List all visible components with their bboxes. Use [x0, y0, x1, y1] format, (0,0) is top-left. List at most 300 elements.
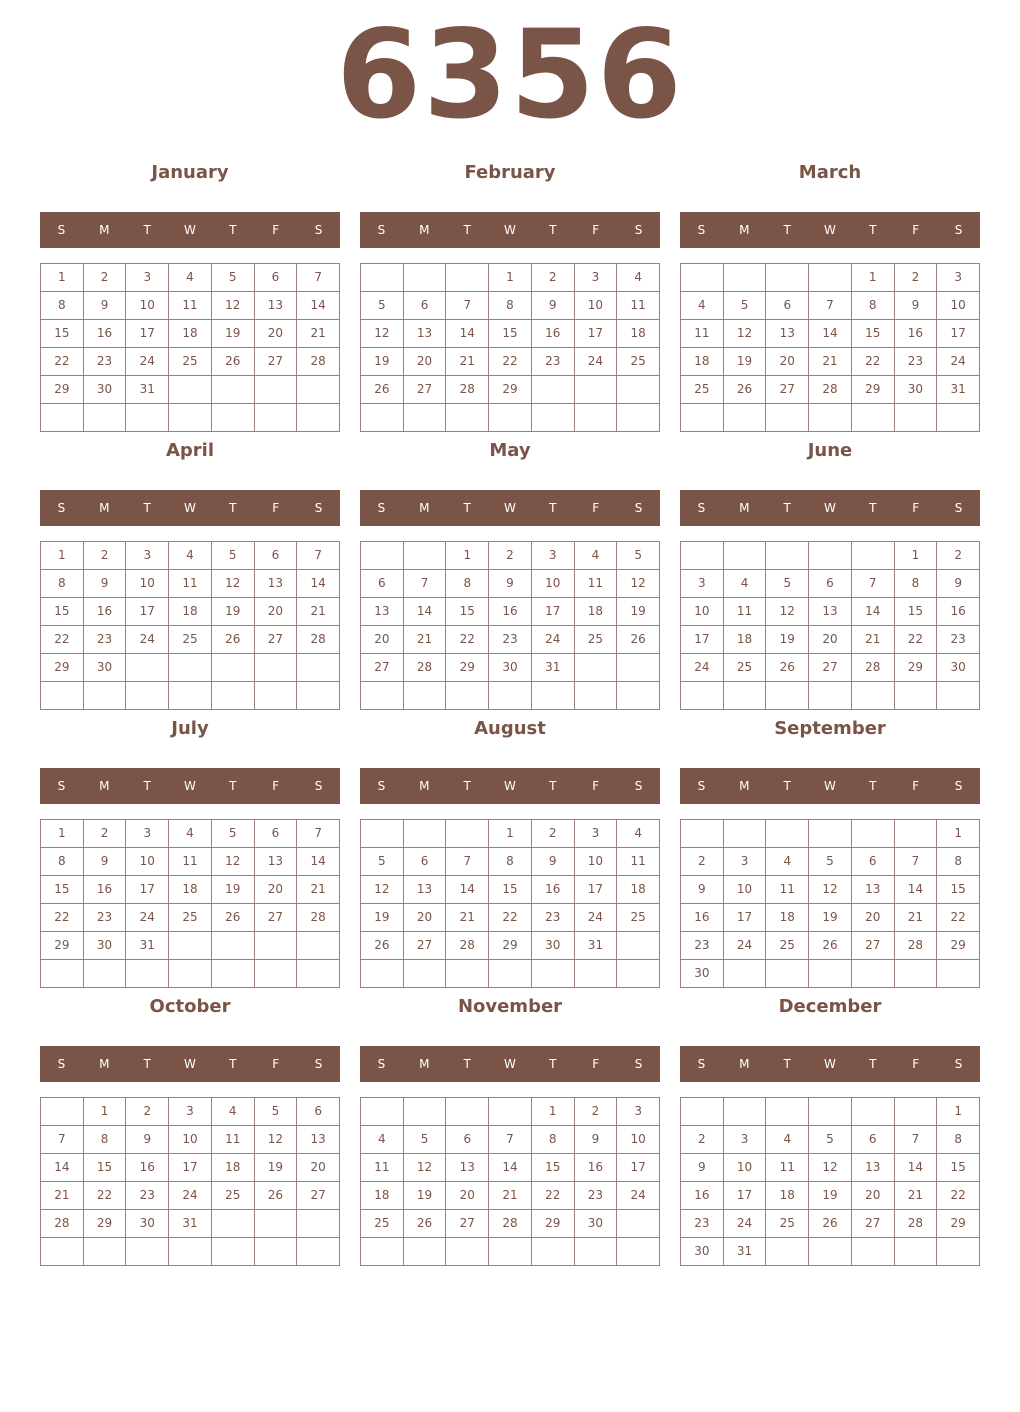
day-cell: 13: [404, 320, 447, 348]
day-cell: 26: [617, 626, 660, 654]
day-cell: 18: [361, 1182, 404, 1210]
day-cell: 11: [617, 848, 660, 876]
empty-day-cell: [255, 1210, 298, 1238]
weekday-label: S: [377, 1057, 386, 1071]
day-cell: 15: [41, 598, 84, 626]
day-cell: 29: [532, 1210, 575, 1238]
day-cell: 26: [766, 654, 809, 682]
weekday-label: T: [463, 1057, 471, 1071]
month-title: January: [151, 162, 229, 183]
day-cell: 6: [255, 542, 298, 570]
day-cell: 16: [681, 904, 724, 932]
empty-day-cell: [297, 1238, 340, 1266]
weekday-label: T: [783, 779, 791, 793]
day-cell: 23: [84, 626, 127, 654]
day-cell: 15: [937, 1154, 980, 1182]
month-january: [40, 156, 340, 432]
empty-day-cell: [766, 264, 809, 292]
empty-day-cell: [766, 404, 809, 432]
empty-day-cell: [617, 960, 660, 988]
day-cell: 7: [446, 292, 489, 320]
day-cell: 23: [575, 1182, 618, 1210]
weekday-label: F: [592, 501, 600, 515]
day-cell: 2: [681, 848, 724, 876]
day-cell: 18: [724, 626, 767, 654]
weekday-label: S: [57, 501, 66, 515]
day-cell: 26: [212, 348, 255, 376]
day-cell: 26: [361, 376, 404, 404]
day-cell: 19: [724, 348, 767, 376]
empty-day-cell: [617, 682, 660, 710]
day-cell: 20: [361, 626, 404, 654]
day-cell: 26: [404, 1210, 447, 1238]
empty-day-cell: [895, 1238, 938, 1266]
day-cell: 8: [41, 292, 84, 320]
empty-day-cell: [41, 1238, 84, 1266]
day-cell: 18: [766, 904, 809, 932]
weekday-label: S: [634, 223, 643, 237]
day-cell: 25: [169, 904, 212, 932]
day-cell: 19: [255, 1154, 298, 1182]
day-cell: 10: [126, 292, 169, 320]
empty-day-cell: [895, 1098, 938, 1126]
day-cell: 3: [724, 848, 767, 876]
weekday-header-bar: [40, 490, 340, 526]
day-cell: 6: [404, 848, 447, 876]
empty-day-cell: [446, 1238, 489, 1266]
empty-day-cell: [681, 1098, 724, 1126]
empty-day-cell: [169, 960, 212, 988]
weekday-label: F: [912, 1057, 920, 1071]
day-cell: 6: [446, 1126, 489, 1154]
day-cell: 1: [84, 1098, 127, 1126]
day-cell: 31: [126, 376, 169, 404]
day-cell: 11: [681, 320, 724, 348]
day-cell: 28: [297, 904, 340, 932]
empty-day-cell: [126, 960, 169, 988]
weekday-label: F: [912, 779, 920, 793]
empty-day-cell: [361, 542, 404, 570]
day-grid: [680, 1097, 980, 1266]
day-cell: 29: [41, 932, 84, 960]
day-cell: 23: [895, 348, 938, 376]
day-cell: 2: [532, 264, 575, 292]
day-cell: 8: [489, 848, 532, 876]
weekday-label: T: [229, 779, 237, 793]
day-cell: 21: [895, 1182, 938, 1210]
day-cell: 25: [766, 1210, 809, 1238]
day-cell: 12: [361, 876, 404, 904]
day-cell: 16: [532, 320, 575, 348]
day-cell: 24: [169, 1182, 212, 1210]
day-cell: 30: [489, 654, 532, 682]
month-title: November: [457, 996, 563, 1017]
day-cell: 8: [937, 848, 980, 876]
empty-day-cell: [852, 1098, 895, 1126]
empty-day-cell: [724, 682, 767, 710]
day-cell: 13: [446, 1154, 489, 1182]
weekday-label: S: [57, 223, 66, 237]
empty-day-cell: [681, 682, 724, 710]
day-cell: 29: [41, 654, 84, 682]
day-cell: 14: [41, 1154, 84, 1182]
day-cell: 10: [617, 1126, 660, 1154]
empty-day-cell: [895, 682, 938, 710]
day-cell: 30: [84, 376, 127, 404]
day-cell: 2: [575, 1098, 618, 1126]
empty-day-cell: [852, 960, 895, 988]
day-cell: 3: [575, 820, 618, 848]
day-cell: 22: [532, 1182, 575, 1210]
day-cell: 2: [681, 1126, 724, 1154]
empty-day-cell: [489, 1238, 532, 1266]
day-cell: 3: [617, 1098, 660, 1126]
day-cell: 15: [84, 1154, 127, 1182]
empty-day-cell: [169, 932, 212, 960]
day-cell: 8: [489, 292, 532, 320]
day-cell: 15: [41, 876, 84, 904]
day-cell: 8: [852, 292, 895, 320]
weekday-label: F: [912, 501, 920, 515]
weekday-header-bar: [40, 768, 340, 804]
empty-day-cell: [617, 1210, 660, 1238]
day-cell: 12: [212, 292, 255, 320]
day-cell: 14: [297, 570, 340, 598]
day-cell: 20: [809, 626, 852, 654]
day-cell: 26: [212, 626, 255, 654]
weekday-label: S: [634, 779, 643, 793]
day-cell: 3: [937, 264, 980, 292]
day-cell: 22: [937, 904, 980, 932]
weekday-label: W: [824, 501, 836, 515]
empty-day-cell: [126, 682, 169, 710]
month-title: May: [489, 440, 531, 461]
day-cell: 22: [84, 1182, 127, 1210]
day-cell: 14: [809, 320, 852, 348]
day-cell: 14: [404, 598, 447, 626]
day-cell: 8: [41, 570, 84, 598]
day-cell: 12: [255, 1126, 298, 1154]
month-title: September: [774, 718, 886, 739]
weekday-label: S: [314, 501, 323, 515]
month-title: December: [778, 996, 882, 1017]
day-cell: 6: [255, 264, 298, 292]
day-cell: 9: [937, 570, 980, 598]
weekday-header-bar: [360, 212, 660, 248]
empty-day-cell: [575, 682, 618, 710]
empty-day-cell: [617, 376, 660, 404]
day-cell: 16: [84, 598, 127, 626]
day-cell: 5: [212, 820, 255, 848]
empty-day-cell: [404, 1098, 447, 1126]
day-cell: 25: [169, 348, 212, 376]
weekday-label: T: [143, 1057, 151, 1071]
weekday-label: M: [99, 223, 110, 237]
day-cell: 10: [126, 570, 169, 598]
empty-day-cell: [724, 404, 767, 432]
weekday-header-bar: [40, 1046, 340, 1082]
empty-day-cell: [532, 376, 575, 404]
empty-day-cell: [489, 1098, 532, 1126]
day-cell: 29: [852, 376, 895, 404]
day-cell: 27: [766, 376, 809, 404]
day-cell: 31: [724, 1238, 767, 1266]
empty-day-cell: [126, 404, 169, 432]
day-cell: 27: [255, 904, 298, 932]
day-cell: 19: [766, 626, 809, 654]
empty-day-cell: [532, 404, 575, 432]
day-cell: 7: [895, 1126, 938, 1154]
day-cell: 24: [126, 348, 169, 376]
empty-day-cell: [255, 1238, 298, 1266]
day-cell: 10: [169, 1126, 212, 1154]
weekday-label: S: [314, 779, 323, 793]
day-cell: 30: [681, 960, 724, 988]
day-cell: 8: [937, 1126, 980, 1154]
day-cell: 1: [937, 820, 980, 848]
day-cell: 15: [489, 320, 532, 348]
day-cell: 4: [361, 1126, 404, 1154]
day-cell: 14: [297, 848, 340, 876]
empty-day-cell: [766, 1098, 809, 1126]
day-cell: 25: [212, 1182, 255, 1210]
empty-day-cell: [895, 820, 938, 848]
weekday-label: W: [824, 779, 836, 793]
empty-day-cell: [84, 1238, 127, 1266]
day-cell: 18: [169, 598, 212, 626]
day-cell: 12: [724, 320, 767, 348]
weekday-label: M: [739, 501, 750, 515]
day-grid: [40, 1097, 340, 1266]
day-cell: 12: [617, 570, 660, 598]
empty-day-cell: [212, 1238, 255, 1266]
day-cell: 3: [724, 1126, 767, 1154]
day-cell: 27: [852, 1210, 895, 1238]
day-cell: 26: [809, 932, 852, 960]
day-cell: 28: [852, 654, 895, 682]
weekday-label: S: [377, 501, 386, 515]
day-grid: [40, 263, 340, 432]
empty-day-cell: [532, 682, 575, 710]
weekday-label: W: [184, 1057, 196, 1071]
day-grid: [40, 541, 340, 710]
day-cell: 14: [446, 876, 489, 904]
day-cell: 20: [404, 348, 447, 376]
empty-day-cell: [169, 654, 212, 682]
day-cell: 14: [852, 598, 895, 626]
day-cell: 25: [617, 348, 660, 376]
day-cell: 28: [446, 376, 489, 404]
day-cell: 5: [724, 292, 767, 320]
day-cell: 22: [852, 348, 895, 376]
day-cell: 16: [84, 876, 127, 904]
weekday-label: T: [229, 223, 237, 237]
day-cell: 13: [852, 876, 895, 904]
weekday-label: T: [143, 223, 151, 237]
day-cell: 24: [532, 626, 575, 654]
day-cell: 9: [681, 1154, 724, 1182]
day-cell: 7: [404, 570, 447, 598]
weekday-label: S: [954, 501, 963, 515]
day-cell: 22: [41, 904, 84, 932]
weekday-label: S: [697, 223, 706, 237]
day-cell: 20: [404, 904, 447, 932]
day-cell: 18: [169, 876, 212, 904]
empty-day-cell: [575, 404, 618, 432]
empty-day-cell: [446, 960, 489, 988]
day-cell: 16: [489, 598, 532, 626]
month-title: March: [798, 162, 862, 183]
day-cell: 5: [255, 1098, 298, 1126]
day-cell: 18: [681, 348, 724, 376]
empty-day-cell: [852, 542, 895, 570]
day-cell: 12: [361, 320, 404, 348]
day-cell: 5: [212, 542, 255, 570]
day-grid: [40, 819, 340, 988]
day-cell: 8: [84, 1126, 127, 1154]
empty-day-cell: [681, 264, 724, 292]
day-cell: 18: [169, 320, 212, 348]
day-cell: 25: [681, 376, 724, 404]
day-cell: 21: [297, 876, 340, 904]
empty-day-cell: [126, 654, 169, 682]
weekday-label: M: [739, 223, 750, 237]
day-cell: 8: [41, 848, 84, 876]
day-cell: 6: [852, 1126, 895, 1154]
day-grid: [360, 819, 660, 988]
empty-day-cell: [489, 960, 532, 988]
month-title: October: [149, 996, 231, 1017]
day-cell: 3: [575, 264, 618, 292]
day-cell: 2: [84, 542, 127, 570]
weekday-label: F: [592, 779, 600, 793]
day-cell: 25: [169, 626, 212, 654]
day-cell: 5: [404, 1126, 447, 1154]
day-cell: 9: [532, 848, 575, 876]
day-cell: 9: [575, 1126, 618, 1154]
day-cell: 21: [41, 1182, 84, 1210]
day-cell: 1: [895, 542, 938, 570]
empty-day-cell: [84, 960, 127, 988]
day-cell: 8: [895, 570, 938, 598]
day-cell: 18: [575, 598, 618, 626]
day-cell: 9: [126, 1126, 169, 1154]
day-cell: 16: [84, 320, 127, 348]
empty-day-cell: [532, 960, 575, 988]
day-cell: 3: [532, 542, 575, 570]
day-cell: 27: [255, 626, 298, 654]
weekday-label: F: [272, 779, 280, 793]
empty-day-cell: [937, 1238, 980, 1266]
day-cell: 17: [575, 320, 618, 348]
day-cell: 13: [766, 320, 809, 348]
day-cell: 24: [575, 904, 618, 932]
weekday-label: T: [229, 501, 237, 515]
weekday-label: M: [419, 1057, 430, 1071]
day-cell: 12: [212, 848, 255, 876]
day-cell: 4: [617, 264, 660, 292]
day-cell: 6: [297, 1098, 340, 1126]
day-cell: 11: [361, 1154, 404, 1182]
empty-day-cell: [212, 682, 255, 710]
day-cell: 6: [404, 292, 447, 320]
day-cell: 24: [126, 904, 169, 932]
weekday-label: F: [912, 223, 920, 237]
weekday-label: M: [99, 779, 110, 793]
weekday-label: M: [419, 779, 430, 793]
weekday-label: T: [869, 1057, 877, 1071]
weekday-label: T: [869, 223, 877, 237]
day-cell: 3: [126, 542, 169, 570]
day-cell: 29: [937, 932, 980, 960]
weekday-label: S: [954, 779, 963, 793]
day-grid: [360, 1097, 660, 1266]
empty-day-cell: [361, 1098, 404, 1126]
day-grid: [680, 263, 980, 432]
empty-day-cell: [724, 542, 767, 570]
day-cell: 14: [446, 320, 489, 348]
day-cell: 11: [169, 292, 212, 320]
day-cell: 22: [41, 348, 84, 376]
day-cell: 13: [809, 598, 852, 626]
day-cell: 5: [212, 264, 255, 292]
day-cell: 24: [126, 626, 169, 654]
month-april: [40, 434, 340, 710]
day-cell: 21: [297, 320, 340, 348]
weekday-label: F: [592, 223, 600, 237]
month-may: [360, 434, 660, 710]
weekday-label: S: [697, 779, 706, 793]
weekday-label: W: [504, 501, 516, 515]
day-cell: 29: [84, 1210, 127, 1238]
day-cell: 7: [489, 1126, 532, 1154]
empty-day-cell: [681, 542, 724, 570]
day-cell: 19: [404, 1182, 447, 1210]
day-cell: 3: [126, 264, 169, 292]
month-march: [680, 156, 980, 432]
empty-day-cell: [724, 264, 767, 292]
empty-day-cell: [212, 654, 255, 682]
day-cell: 15: [489, 876, 532, 904]
empty-day-cell: [446, 1098, 489, 1126]
weekday-label: S: [57, 1057, 66, 1071]
weekday-label: S: [634, 501, 643, 515]
day-cell: 10: [532, 570, 575, 598]
empty-day-cell: [809, 682, 852, 710]
empty-day-cell: [361, 682, 404, 710]
empty-day-cell: [404, 1238, 447, 1266]
day-cell: 4: [575, 542, 618, 570]
empty-day-cell: [361, 1238, 404, 1266]
day-cell: 30: [895, 376, 938, 404]
empty-day-cell: [852, 1238, 895, 1266]
day-cell: 15: [852, 320, 895, 348]
day-cell: 8: [446, 570, 489, 598]
weekday-label: M: [419, 501, 430, 515]
day-cell: 6: [766, 292, 809, 320]
day-cell: 1: [41, 264, 84, 292]
day-cell: 19: [212, 320, 255, 348]
empty-day-cell: [809, 960, 852, 988]
day-cell: 20: [852, 1182, 895, 1210]
day-cell: 2: [895, 264, 938, 292]
empty-day-cell: [809, 264, 852, 292]
day-cell: 28: [297, 348, 340, 376]
empty-day-cell: [297, 682, 340, 710]
day-cell: 15: [895, 598, 938, 626]
weekday-label: T: [463, 501, 471, 515]
day-cell: 2: [84, 264, 127, 292]
